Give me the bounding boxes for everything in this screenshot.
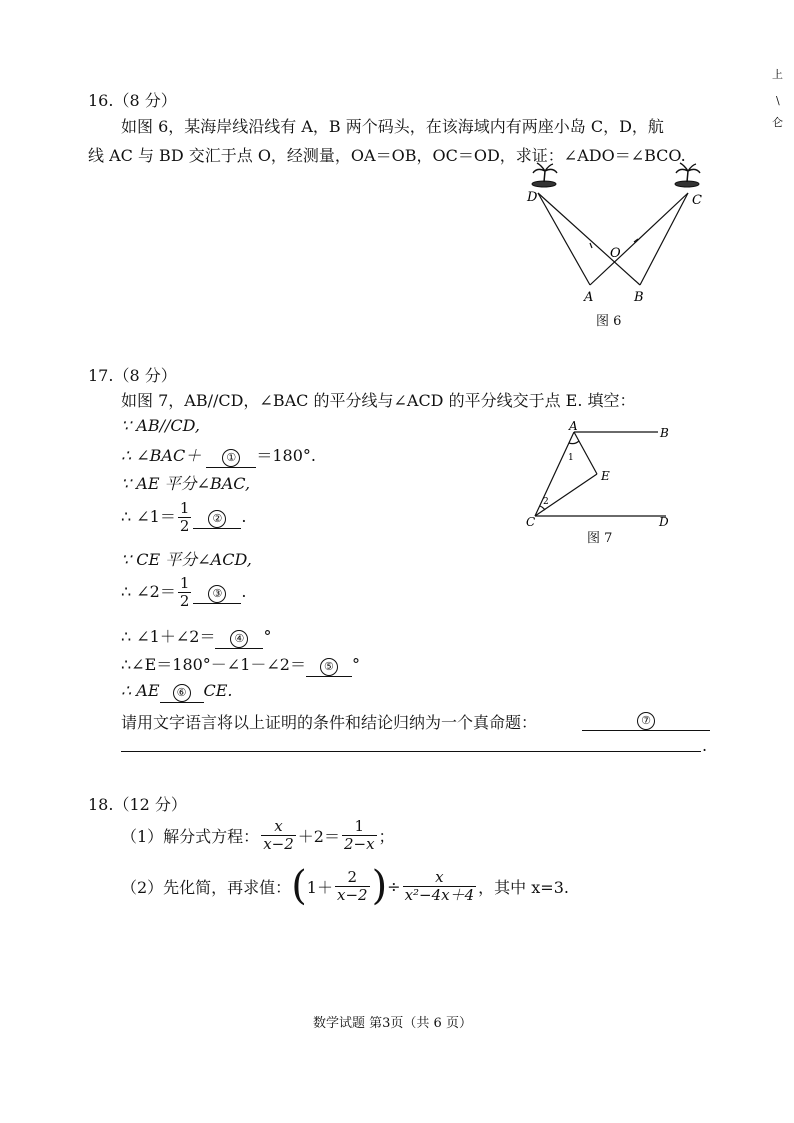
q16-text-line2: 线 AC 与 BD 交汇于点 O，经测量，OA＝OB，OC＝OD，求证：∠ADO＝∠BCO.	[88, 146, 686, 165]
blank-5[interactable]: ⑤	[306, 656, 352, 677]
blank-7[interactable]: ⑦	[582, 710, 710, 731]
part2-div: ÷	[387, 876, 401, 896]
part2-frac1: $\frac{2}{x-2}$	[336, 867, 368, 904]
part2-one-plus: 1＋	[306, 877, 333, 897]
part1-end: ；	[378, 827, 395, 846]
fraction-half: $\frac{1}{2}$	[179, 499, 190, 535]
label-B: B	[660, 426, 669, 440]
step-7-prefix: ∴ ∠1＋∠2＝	[121, 627, 216, 646]
step-8-suffix: °	[351, 655, 360, 674]
q17-step-3	[121, 471, 250, 494]
label-D: D	[659, 515, 669, 526]
blank-6[interactable]: ⑥	[160, 682, 204, 703]
part1-label: （1）解分式方程：	[121, 827, 260, 846]
segment-DA	[538, 193, 590, 285]
figure-6-caption: 图 6	[596, 314, 622, 329]
step-8-prefix: ∴∠E＝180°－∠1－∠2＝	[121, 655, 306, 674]
open-paren: (	[291, 863, 307, 909]
label-angle-1: 1	[568, 453, 574, 463]
angle-1-arc	[569, 441, 579, 444]
step-5-text: ∵ CE 平分∠ACD,	[121, 550, 252, 569]
margin-mark-mid: \	[776, 94, 780, 107]
page-footer: 数学试题 第3页（共 6 页）	[313, 1016, 472, 1031]
q18-number: 18.	[88, 795, 114, 814]
figure-7	[518, 418, 678, 526]
label-D: D	[527, 190, 538, 205]
q17-number: 17.	[88, 366, 114, 385]
margin-mark-low: 仑	[772, 116, 783, 129]
q16-number: 16.	[88, 91, 114, 110]
label-E: E	[601, 469, 610, 483]
label-A: A	[569, 419, 578, 433]
segment-CA	[590, 193, 688, 285]
q17-step-2	[121, 443, 316, 468]
label-B: B	[634, 290, 644, 305]
summary-prompt: 请用文字语言将以上证明的条件和结论归纳为一个真命题：	[121, 713, 538, 732]
blank-1[interactable]: ①	[206, 447, 256, 468]
label-O: O	[610, 246, 621, 261]
q17-step-4	[121, 500, 247, 535]
q17-summary	[121, 710, 537, 733]
q18-header	[88, 792, 187, 815]
step-4-prefix: ∴ ∠1＝	[121, 507, 176, 526]
step-6-prefix: ∴ ∠2＝	[121, 582, 176, 601]
part2-end: ，其中 x=3.	[478, 877, 569, 897]
fraction-half: $\frac{1}{2}$	[179, 574, 190, 610]
q17-step-7	[121, 624, 271, 649]
step-6-suffix: .	[241, 582, 247, 601]
part2-label: （2）先化简，再求值：	[121, 877, 292, 897]
part1-frac2: $\frac{1}{2-x}$	[343, 817, 375, 853]
blank-4[interactable]: ④	[215, 628, 263, 649]
q17-header	[88, 363, 177, 386]
step-2-prefix: ∴ ∠BAC＋	[121, 446, 202, 465]
segment-DB	[538, 193, 640, 285]
q17-score: （8 分）	[113, 366, 177, 385]
figure-6-lines	[538, 193, 688, 285]
label-angle-2: 2	[543, 497, 549, 507]
q18-part1	[121, 818, 395, 853]
q17-intro: 如图 7，AB//CD，∠BAC 的平分线与∠ACD 的平分线交于点 E. 填空：	[121, 391, 636, 410]
figure-7-caption: 图 7	[587, 531, 613, 546]
island-d-icon	[532, 163, 557, 187]
segment-CB	[640, 193, 688, 285]
part1-frac1: $\frac{x}{x-2}$	[263, 817, 294, 853]
segment-AE	[574, 432, 597, 474]
q18-score: （12 分）	[113, 795, 187, 814]
label-C: C	[692, 193, 702, 208]
part2-frac2: $\frac{x}{\text{x²−4x＋4}}$	[404, 867, 475, 904]
summary-end: .	[702, 736, 708, 755]
q16-header	[88, 88, 177, 111]
q16-score: （8 分）	[113, 91, 177, 110]
part1-mid: ＋2＝	[297, 827, 340, 846]
q17-step-5	[121, 547, 252, 570]
step-9-suffix: CE.	[203, 681, 233, 700]
q17-step-8	[121, 652, 360, 677]
step-3-text: ∵ AE 平分∠BAC,	[121, 474, 251, 493]
close-paren: )	[371, 863, 388, 909]
q17-step-6	[121, 575, 247, 610]
q17-step-1	[121, 416, 200, 435]
step-7-suffix: °	[263, 627, 272, 646]
tick-OD	[590, 243, 592, 248]
step-1-text: ∵ AB//CD,	[121, 416, 200, 435]
summary-answer-line[interactable]	[121, 734, 701, 752]
blank-3[interactable]: ③	[193, 583, 241, 604]
margin-mark-top: 上	[772, 68, 783, 81]
label-A: A	[584, 290, 594, 305]
step-2-suffix: ＝180°.	[256, 446, 316, 465]
step-9-prefix: ∴ AE	[121, 681, 160, 700]
island-c-icon	[675, 163, 700, 187]
blank-2[interactable]: ②	[193, 508, 241, 529]
q18-part2	[121, 863, 569, 909]
figure-6	[500, 160, 730, 310]
q17-step-9	[121, 681, 233, 703]
label-C: C	[526, 515, 536, 526]
step-4-suffix: .	[241, 507, 247, 526]
q16-text-line1: 如图 6，某海岸线沿线有 A，B 两个码头，在该海域内有两座小岛 C，D，航	[121, 117, 664, 136]
